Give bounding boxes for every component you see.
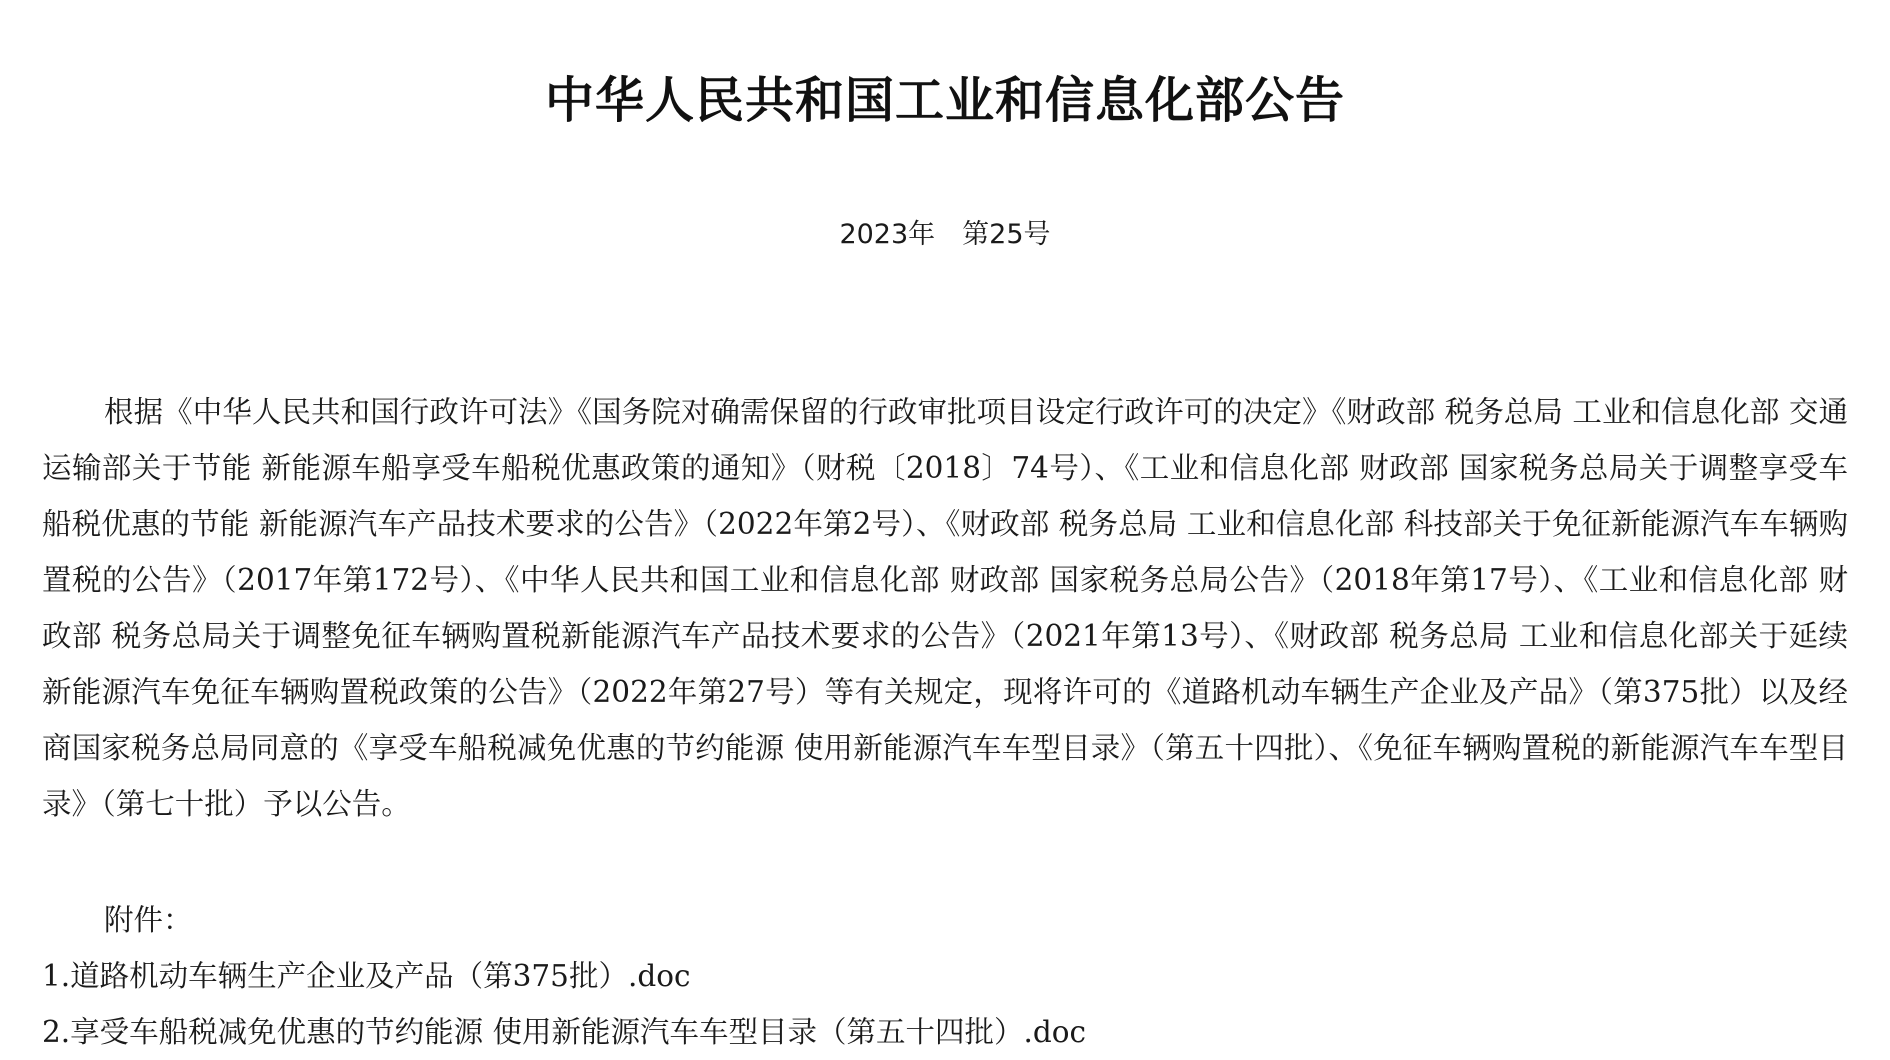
announcement-body: 根据《中华人民共和国行政许可法》《国务院对确需保留的行政审批项目设定行政许可的决定》《财政部 税务总局 工业和信息化部 交通运输部关于节能 新能源车船享受车船税优惠政策的通知》（财税〔2018〕74号）、《工业和信息化部 财政部 国家税务总局关于调整享受车船税优惠的节能 新能源汽车产品技术要求的公告》（2022年第2号）、《财政部 税务总局 工业和信息化部 科技部关于免征新能源汽车车辆购置税的公告》（2017年第172号）、《中华人民共和国工业和信息化部 财政部 国家税务总局公告》（2018年第17号）、《工业和信息化部 财政部 税务总局关于调整免征车辆购置税新能源汽车产品技术要求的公告》（2021年第13号）、《财政部 税务总局 工业和信息化部关于延续新能源汽车免征车辆购置税政策的公告》（2022年第27号）等有关规定，现将许可的《道路机动车辆生产企业及产品》（第375批）以及经商国家税务总局同意的《享受车船税减免优惠的节约能源 使用新能源汽车车型目录》（第五十四批）、《免征车辆购置税的新能源汽车车型目录》（第七十批）予以公告。 [42,395,1848,821]
document-number: 2023年 第25号 [839,219,1051,250]
attachment-link-1[interactable]: 1.道路机动车辆生产企业及产品（第375批）.doc [42,959,691,993]
announcement-title: 中华人民共和国工业和信息化部公告 [544,72,1345,129]
attachments-section [42,892,1848,1060]
attachment-link-2[interactable]: 2.享受车船税减免优惠的节约能源 使用新能源汽车车型目录（第五十四批）.doc [42,1015,1087,1049]
attachments-label: 附件： [104,903,193,937]
